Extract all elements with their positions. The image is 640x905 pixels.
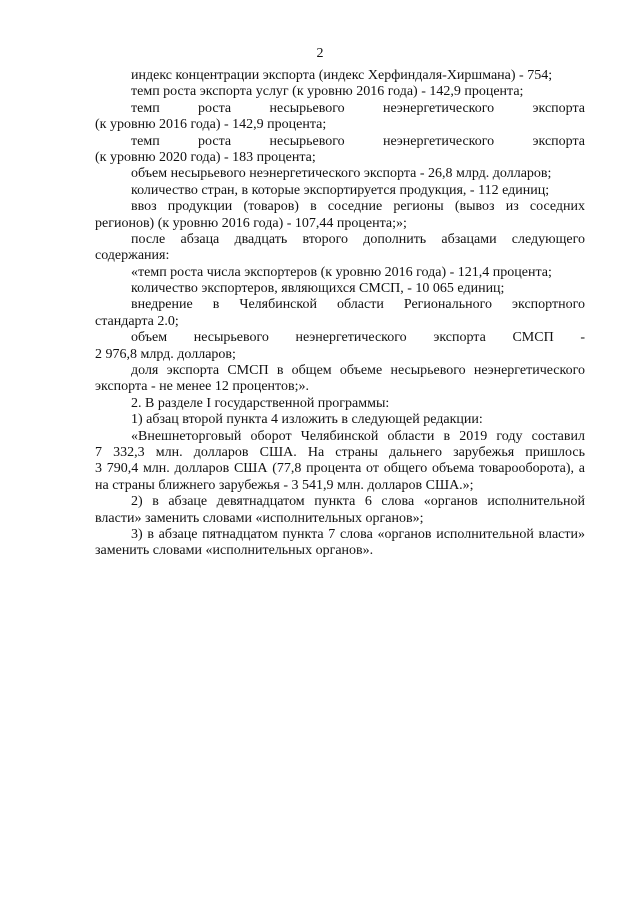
text-line: темп роста экспорта услуг (к уровню 2016 года) - 142,9 процента; [131,84,524,100]
text-line: доля экспорта СМСП в общем объеме несырьевого неэнергетического [131,363,585,379]
text-line: темп роста несырьевого неэнергетического экспорта [131,100,585,116]
text-line: «Внешнеторговый оборот Челябинской области в 2019 году составил [131,428,585,444]
text-line: количество стран, в которые экспортируется продукция, - 112 единиц; [131,182,550,198]
text-line: внедрение в Челябинской области Регионального экспортного [131,297,585,313]
text-line: (к уровню 2020 года) - 183 процента; [95,149,316,165]
text-line: индекс концентрации экспорта (индекс Херфиндаля-Хиршмана) - 754; [131,68,553,83]
text-line: объем несырьевого неэнергетического экспорта - 26,8 млрд. долларов; [131,166,552,182]
text-line: объем несырьевого неэнергетического экспорта СМСП - [131,330,585,346]
text-line: 2. В разделе I государственной программы: [131,395,390,411]
text-line: 1) абзац второй пункта 4 изложить в следующей редакции: [131,412,483,428]
text-line: экспорта - не менее 12 процентов;». [95,379,309,395]
text-line: регионов) (к уровню 2016 года) - 107,44 процента;»; [95,215,407,231]
text-line: «темп роста числа экспортеров (к уровню 2016 года) - 121,4 процента; [131,264,552,280]
text-line: содержания: [95,248,170,264]
text-line: 3 790,4 млн. долларов США (77,8 процента от общего объема товарооборота), а [95,461,585,477]
text-line: количество экспортеров, являющихся СМСП, - 10 065 единиц; [131,281,505,297]
text-line: после абзаца двадцать второго дополнить абзацами следующего [131,231,585,247]
text-line: власти» заменить словами «исполнительных органов»; [95,510,424,526]
document-body [95,68,585,560]
text-line: 7 332,3 млн. долларов США. На страны дальнего зарубежья пришлось [95,444,585,460]
text-line: темп роста несырьевого неэнергетического экспорта [131,133,585,149]
page-number: 2 [316,46,324,61]
text-line: 2 976,8 млрд. долларов; [95,346,236,362]
text-line: 2) в абзаце девятнадцатом пункта 6 слова «органов исполнительной [131,494,585,510]
text-line: стандарта 2.0; [95,313,179,329]
text-line: ввоз продукции (товаров) в соседние регионы (вывоз из соседних [131,199,585,215]
text-line: 3) в абзаце пятнадцатом пункта 7 слова «органов исполнительной власти» [131,526,585,542]
text-line: заменить словами «исполнительных органов». [95,543,374,559]
text-line: (к уровню 2016 года) - 142,9 процента; [95,117,327,133]
text-line: на страны ближнего зарубежья - 3 541,9 млн. долларов США.»; [95,477,474,493]
